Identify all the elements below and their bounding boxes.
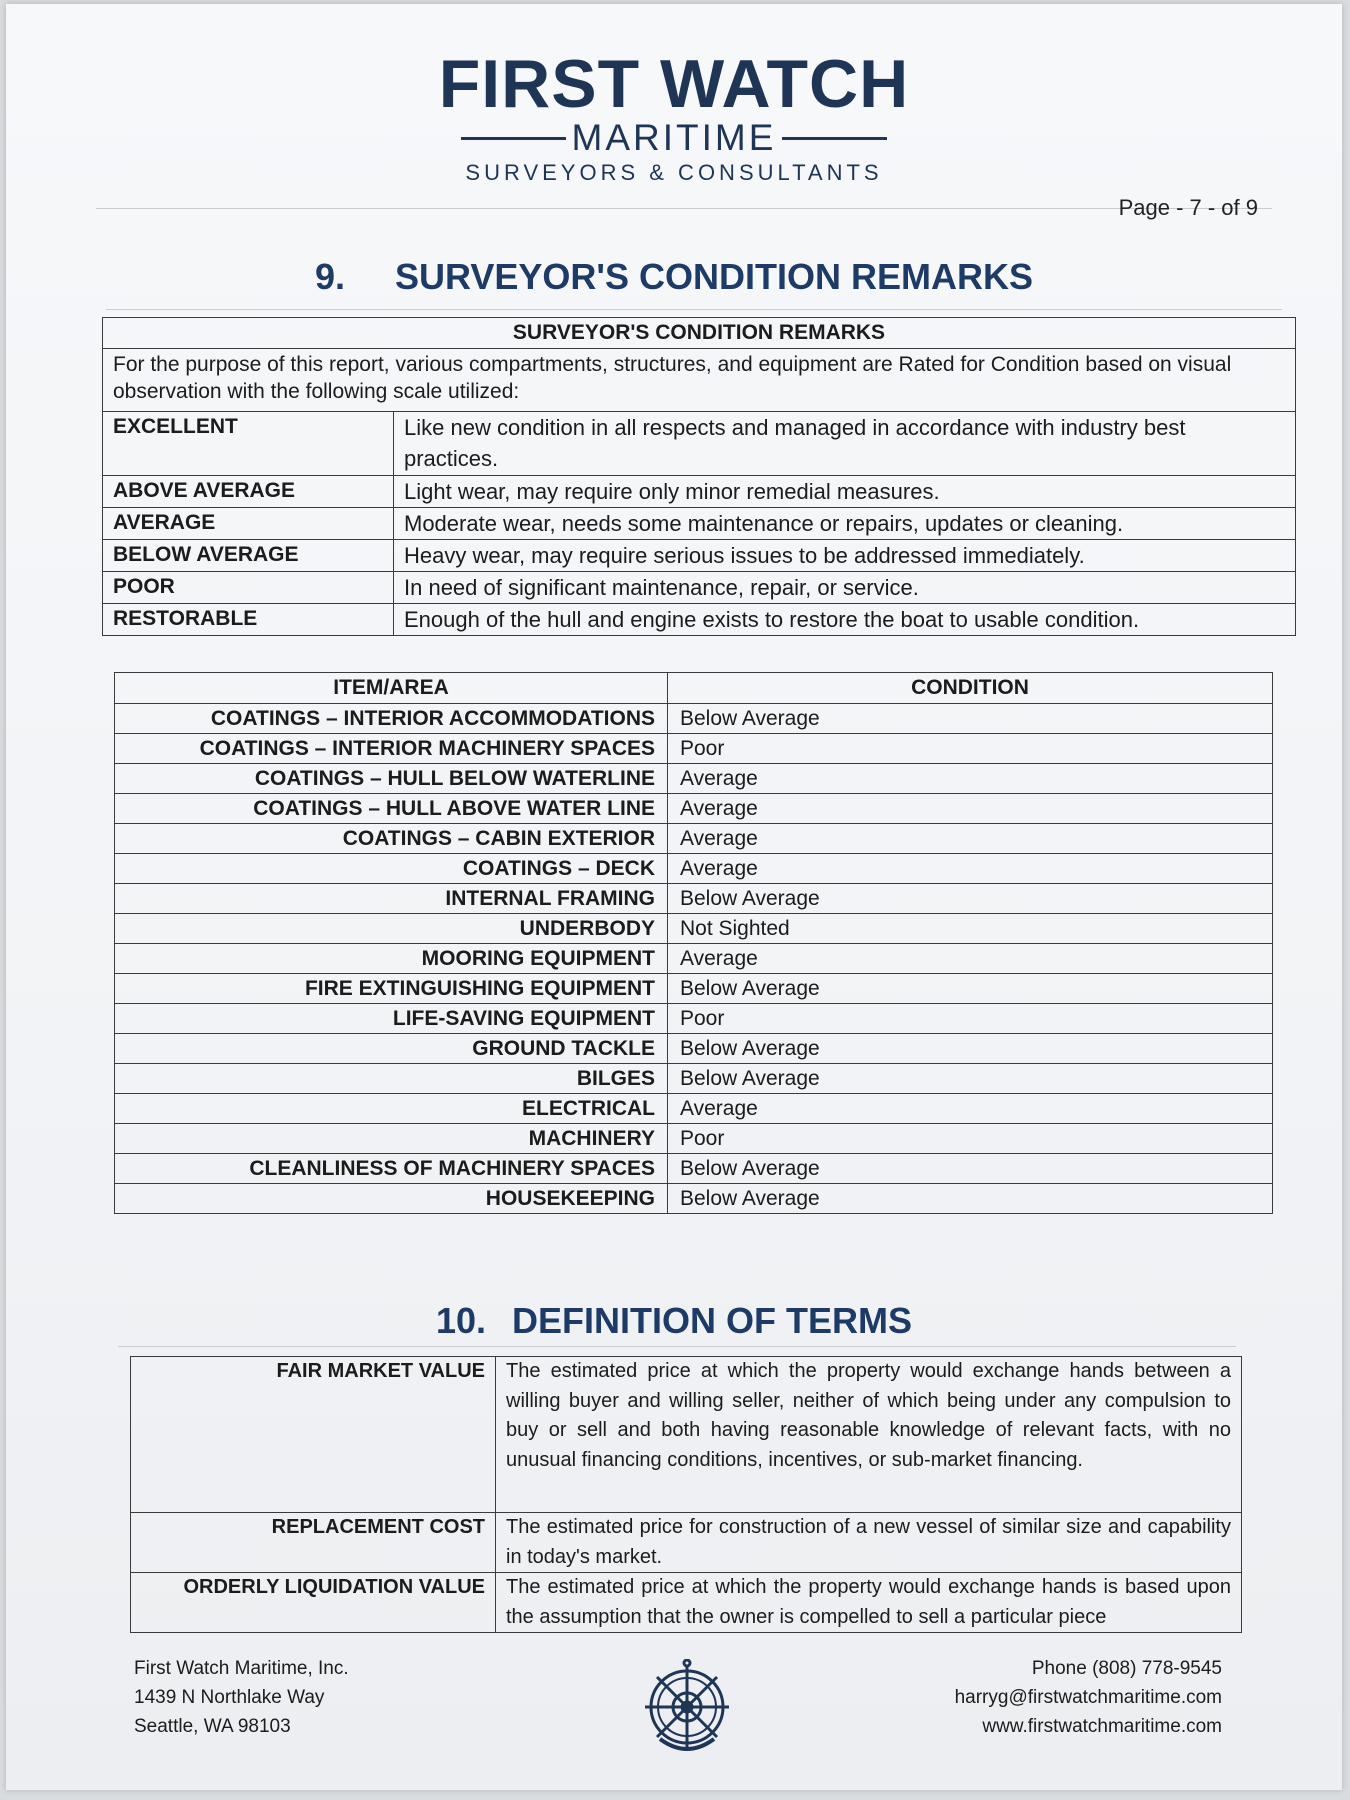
definitions-table bbox=[130, 1356, 1242, 1633]
rating-label: ABOVE AVERAGE bbox=[103, 476, 394, 508]
column-header-condition: CONDITION bbox=[668, 673, 1273, 704]
condition-cell: Average bbox=[668, 944, 1273, 974]
section-9-heading bbox=[6, 256, 1342, 298]
table-row bbox=[131, 1513, 1242, 1573]
table-row bbox=[115, 1004, 1273, 1034]
condition-table-body bbox=[115, 704, 1273, 1214]
footer-contact bbox=[955, 1654, 1222, 1741]
condition-cell: Average bbox=[668, 794, 1273, 824]
table-row bbox=[115, 974, 1273, 1004]
rating-description: Light wear, may require only minor remedial measures. bbox=[394, 476, 1296, 508]
rating-label: RESTORABLE bbox=[103, 604, 394, 636]
section-9-number: 9. bbox=[315, 256, 346, 297]
footer-email[interactable]: harryg@firstwatchmaritime.com bbox=[954, 1687, 1222, 1708]
rating-description: Heavy wear, may require serious issues to be addressed immediately. bbox=[394, 540, 1296, 572]
item-area-cell: MOORING EQUIPMENT bbox=[115, 944, 668, 974]
condition-cell: Average bbox=[668, 764, 1273, 794]
table-row bbox=[115, 914, 1273, 944]
table-row bbox=[131, 1573, 1242, 1633]
rating-description: Enough of the hull and engine exists to restore the boat to usable condition. bbox=[394, 604, 1296, 636]
page-number: Page - 7 - of 9 bbox=[1118, 195, 1258, 220]
brand-rule-right bbox=[782, 137, 887, 140]
item-area-cell: CLEANLINESS OF MACHINERY SPACES bbox=[115, 1154, 668, 1184]
condition-cell: Poor bbox=[668, 734, 1273, 764]
item-area-cell: COATINGS – DECK bbox=[115, 854, 668, 884]
item-area-cell: COATINGS – INTERIOR ACCOMMODATIONS bbox=[115, 704, 668, 734]
table-row bbox=[115, 854, 1273, 884]
condition-cell: Average bbox=[668, 824, 1273, 854]
table-row bbox=[103, 508, 1296, 540]
section-10-heading bbox=[6, 1300, 1342, 1342]
table-row bbox=[103, 349, 1296, 412]
rating-label: AVERAGE bbox=[103, 508, 394, 540]
footer-phone: Phone (808) 778-9545 bbox=[1031, 1658, 1222, 1679]
item-area-cell: HOUSEKEEPING bbox=[115, 1184, 668, 1214]
rating-label: EXCELLENT bbox=[103, 412, 394, 476]
definition-text: The estimated price at which the property would exchange hands is based upon the assumption that the owner is compelled to sell a particular piece bbox=[496, 1573, 1242, 1633]
table-row bbox=[103, 412, 1296, 476]
rating-description: Moderate wear, needs some maintenance or repairs, updates or cleaning. bbox=[394, 508, 1296, 540]
brand-subtitle: MARITIME bbox=[571, 117, 777, 158]
item-area-cell: ELECTRICAL bbox=[115, 1094, 668, 1124]
table-row bbox=[115, 794, 1273, 824]
table-row bbox=[115, 1034, 1273, 1064]
footer-address-line1: 1439 N Northlake Way bbox=[134, 1687, 325, 1708]
item-area-cell: LIFE-SAVING EQUIPMENT bbox=[115, 1004, 668, 1034]
table-row bbox=[115, 824, 1273, 854]
item-area-cell: BILGES bbox=[115, 1064, 668, 1094]
condition-cell: Average bbox=[668, 1094, 1273, 1124]
condition-table bbox=[114, 672, 1273, 1214]
item-area-cell: INTERNAL FRAMING bbox=[115, 884, 668, 914]
table-row bbox=[115, 1154, 1273, 1184]
header-divider bbox=[96, 208, 1272, 209]
item-area-cell: COATINGS – CABIN EXTERIOR bbox=[115, 824, 668, 854]
table-row bbox=[103, 572, 1296, 604]
section-9-rule bbox=[106, 309, 1282, 310]
rating-intro-text: For the purpose of this report, various compartments, structures, and equipment are Rated for Condition based on visual observation with the following scale utilized: bbox=[103, 349, 1296, 412]
condition-cell: Below Average bbox=[668, 1034, 1273, 1064]
condition-cell: Below Average bbox=[668, 704, 1273, 734]
brand-rule-left bbox=[461, 137, 566, 140]
condition-cell: Below Average bbox=[668, 1064, 1273, 1094]
brand-subtitle-row bbox=[6, 118, 1342, 158]
footer-address-line2: Seattle, WA 98103 bbox=[134, 1716, 291, 1737]
condition-cell: Not Sighted bbox=[668, 914, 1273, 944]
item-area-cell: COATINGS – HULL BELOW WATERLINE bbox=[115, 764, 668, 794]
definition-term: REPLACEMENT COST bbox=[131, 1513, 496, 1573]
item-area-cell: COATINGS – HULL ABOVE WATER LINE bbox=[115, 794, 668, 824]
table-row bbox=[131, 1357, 1242, 1513]
item-area-cell: MACHINERY bbox=[115, 1124, 668, 1154]
table-row bbox=[115, 1064, 1273, 1094]
rating-description: In need of significant maintenance, repair, or service. bbox=[394, 572, 1296, 604]
section-10-rule bbox=[118, 1346, 1236, 1347]
section-10-title: DEFINITION OF TERMS bbox=[512, 1300, 913, 1341]
table-row bbox=[103, 318, 1296, 349]
brand-tagline: SURVEYORS & CONSULTANTS bbox=[465, 160, 883, 185]
footer-address bbox=[134, 1654, 349, 1741]
condition-cell: Below Average bbox=[668, 1184, 1273, 1214]
footer-company: First Watch Maritime, Inc. bbox=[134, 1658, 349, 1679]
condition-cell: Poor bbox=[668, 1004, 1273, 1034]
item-area-cell: FIRE EXTINGUISHING EQUIPMENT bbox=[115, 974, 668, 1004]
rating-label: POOR bbox=[103, 572, 394, 604]
table-row bbox=[115, 764, 1273, 794]
table-row bbox=[103, 540, 1296, 572]
brand-name: FIRST WATCH bbox=[438, 46, 910, 122]
table-row bbox=[115, 704, 1273, 734]
document-page bbox=[6, 4, 1342, 1790]
definition-text: The estimated price at which the property would exchange hands between a willing buyer and willing seller, neither of which being under any compulsion to buy or sell and both having reasonable knowledge of relevant facts, with no unusual financing conditions, incentives, or sub-market financing. bbox=[496, 1357, 1242, 1513]
ship-wheel-anchor-icon bbox=[638, 1659, 736, 1759]
item-area-cell: COATINGS – INTERIOR MACHINERY SPACES bbox=[115, 734, 668, 764]
definition-term: FAIR MARKET VALUE bbox=[131, 1357, 496, 1513]
table-row bbox=[115, 1124, 1273, 1154]
section-10-number: 10. bbox=[435, 1300, 487, 1341]
table-row bbox=[103, 604, 1296, 636]
company-logo-header bbox=[6, 48, 1342, 186]
table-row bbox=[115, 884, 1273, 914]
condition-cell: Average bbox=[668, 854, 1273, 884]
table-row bbox=[115, 734, 1273, 764]
condition-cell: Below Average bbox=[668, 974, 1273, 1004]
rating-label: BELOW AVERAGE bbox=[103, 540, 394, 572]
column-header-item: ITEM/AREA bbox=[115, 673, 668, 704]
condition-cell: Below Average bbox=[668, 884, 1273, 914]
section-9-title: SURVEYOR'S CONDITION REMARKS bbox=[395, 256, 1033, 297]
definition-term: ORDERLY LIQUIDATION VALUE bbox=[131, 1573, 496, 1633]
rating-description: Like new condition in all respects and managed in accordance with industry best practices. bbox=[394, 412, 1296, 476]
condition-cell: Poor bbox=[668, 1124, 1273, 1154]
footer-website[interactable]: www.firstwatchmaritime.com bbox=[982, 1716, 1222, 1737]
definition-text: The estimated price for construction of a new vessel of similar size and capability in today's market. bbox=[496, 1513, 1242, 1573]
item-area-cell: UNDERBODY bbox=[115, 914, 668, 944]
table-row bbox=[115, 1184, 1273, 1214]
table-row bbox=[103, 476, 1296, 508]
rating-scale-table bbox=[102, 317, 1296, 636]
table-row bbox=[115, 1094, 1273, 1124]
item-area-cell: GROUND TACKLE bbox=[115, 1034, 668, 1064]
rating-table-title: SURVEYOR'S CONDITION REMARKS bbox=[103, 318, 1296, 349]
table-row bbox=[115, 944, 1273, 974]
table-header-row bbox=[115, 673, 1273, 704]
condition-cell: Below Average bbox=[668, 1154, 1273, 1184]
